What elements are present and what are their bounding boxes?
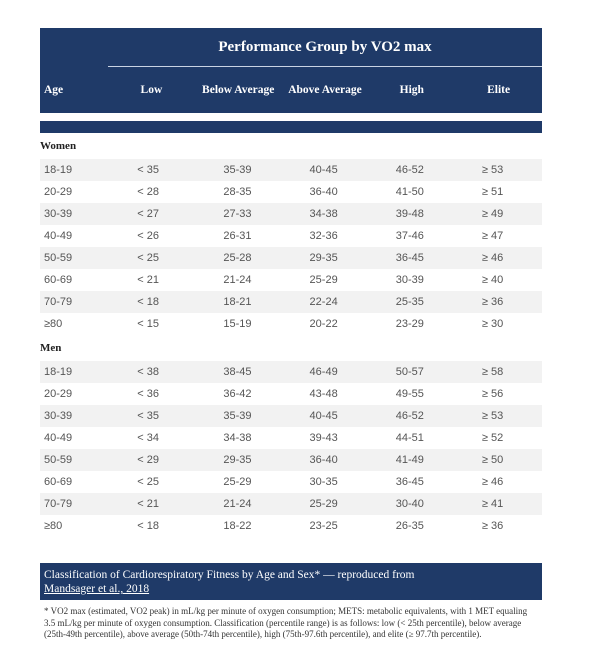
value-cell-high: 39-48 (370, 203, 456, 225)
value-cell-low: < 35 (111, 159, 197, 181)
value-cell-low: < 25 (111, 247, 197, 269)
table-row (40, 471, 542, 493)
value-cell-low: < 38 (111, 361, 197, 383)
value-cell-elite: ≥ 50 (456, 449, 542, 471)
value-cell-high: 41-49 (370, 449, 456, 471)
value-cell-below-average: 29-35 (197, 449, 283, 471)
value-cell-low: < 27 (111, 203, 197, 225)
age-cell: 70-79 (40, 291, 111, 313)
value-cell-high: 25-35 (370, 291, 456, 313)
value-cell-below-average: 34-38 (223, 432, 252, 444)
value-cell-elite: ≥ 49 (456, 203, 542, 225)
value-cell-elite: ≥ 46 (456, 247, 542, 269)
age-cell: 50-59 (40, 449, 111, 471)
value-cell-below-average: 21-24 (223, 274, 252, 286)
age-cell: 70-79 (40, 493, 111, 515)
value-cell-elite: ≥ 41 (456, 493, 542, 515)
table-title: Performance Group by VO2 max (218, 39, 432, 55)
value-cell-low: < 15 (137, 318, 159, 330)
table-row (40, 225, 542, 247)
value-cell-low: < 29 (111, 449, 197, 471)
value-cell-low: < 25 (137, 476, 159, 488)
age-cell: ≥80 (44, 520, 63, 532)
value-cell-above-average: 46-49 (284, 361, 370, 383)
value-cell-below-average: 21-24 (197, 493, 283, 515)
value-cell-below-average: 25-29 (223, 476, 252, 488)
group-row-men (40, 335, 542, 361)
value-cell-high: 44-51 (395, 432, 424, 444)
value-cell-below-average: 18-21 (197, 291, 283, 313)
value-cell-below-average: 38-45 (197, 361, 283, 383)
value-cell-high: 36-45 (395, 476, 424, 488)
table-row (40, 181, 542, 203)
table-row (40, 449, 542, 471)
table-row (40, 361, 542, 383)
age-cell: 18-19 (40, 361, 111, 383)
value-cell-above-average: 25-29 (284, 493, 370, 515)
footnote: * VO2 max (estimated, VO2 peak) in mL/kg per minute of oxygen consumption; METS: metabolic equivalents, with 1 MET equaling 3.5 mL/kg per minute of oxygen consumption. Classification (percentile range) is as follows: low (< 25th percentile), below average (25th-49th percentile), above average (50th-74th percentile), high (75th-97.6th percentile), and elite (≥ 97.7th percentile). (44, 606, 528, 639)
group-label: Women (40, 140, 77, 152)
value-cell-above-average: 32-36 (309, 230, 338, 242)
age-cell: 60-69 (44, 476, 73, 488)
value-cell-low: < 21 (111, 493, 197, 515)
table-row (40, 291, 542, 313)
age-cell: 40-49 (44, 230, 73, 242)
column-header-elite: Elite (487, 83, 511, 96)
age-column-header: Age (44, 83, 64, 96)
table-row (40, 515, 542, 537)
value-cell-elite: ≥ 53 (456, 159, 542, 181)
value-cell-below-average: 25-28 (197, 247, 283, 269)
table-row (40, 313, 542, 335)
value-cell-below-average: 27-33 (197, 203, 283, 225)
value-cell-elite: ≥ 40 (481, 274, 504, 286)
value-cell-below-average: 36-42 (223, 388, 252, 400)
caption-text: Classification of Cardiorespiratory Fitness by Age and Sex* — reproduced from (44, 569, 415, 581)
header-band (40, 121, 542, 133)
value-cell-high: 41-50 (395, 186, 424, 198)
value-cell-low: < 26 (137, 230, 159, 242)
value-cell-low: < 35 (111, 405, 197, 427)
value-cell-above-average: 25-29 (309, 274, 338, 286)
value-cell-high: 23-29 (395, 318, 424, 330)
value-cell-above-average: 23-25 (309, 520, 338, 532)
value-cell-above-average: 34-38 (284, 203, 370, 225)
table-row (40, 493, 542, 515)
value-cell-elite: ≥ 58 (456, 361, 542, 383)
value-cell-above-average: 36-40 (284, 449, 370, 471)
table-row (40, 405, 542, 427)
table-row (40, 247, 542, 269)
column-header-below-average: Below Average (202, 83, 275, 96)
column-header-low: Low (140, 83, 163, 96)
value-cell-elite: ≥ 56 (481, 388, 504, 400)
value-cell-above-average: 39-43 (309, 432, 338, 444)
age-cell: 60-69 (44, 274, 73, 286)
value-cell-low: < 34 (137, 432, 159, 444)
value-cell-elite: ≥ 51 (481, 186, 504, 198)
value-cell-low: < 36 (137, 388, 159, 400)
value-cell-high: 26-35 (395, 520, 424, 532)
value-cell-elite: ≥ 46 (481, 476, 504, 488)
table-row (40, 203, 542, 225)
age-cell: 30-39 (40, 203, 111, 225)
table-row (40, 383, 542, 405)
table-row (40, 269, 542, 291)
value-cell-high: 50-57 (370, 361, 456, 383)
age-cell: 20-29 (44, 186, 73, 198)
value-cell-low: < 18 (111, 291, 197, 313)
age-cell: 20-29 (44, 388, 73, 400)
value-cell-high: 37-46 (395, 230, 424, 242)
table-caption (40, 563, 542, 600)
value-cell-elite: ≥ 36 (456, 291, 542, 313)
value-cell-elite: ≥ 52 (481, 432, 504, 444)
table-header (40, 28, 542, 113)
value-cell-high: 30-40 (370, 493, 456, 515)
vo2-table-figure (40, 28, 542, 641)
value-cell-above-average: 40-45 (284, 159, 370, 181)
value-cell-below-average: 18-22 (223, 520, 252, 532)
column-header-row (40, 67, 542, 113)
value-cell-elite: ≥ 53 (456, 405, 542, 427)
value-cell-below-average: 28-35 (223, 186, 252, 198)
value-cell-above-average: 40-45 (284, 405, 370, 427)
value-cell-above-average: 30-35 (309, 476, 338, 488)
value-cell-above-average: 22-24 (284, 291, 370, 313)
value-cell-low: < 21 (137, 274, 159, 286)
value-cell-above-average: 29-35 (284, 247, 370, 269)
value-cell-elite: ≥ 36 (481, 520, 504, 532)
column-header-high: High (399, 83, 424, 96)
value-cell-above-average: 36-40 (309, 186, 338, 198)
citation-link[interactable]: Mandsager et al., 2018 (44, 583, 150, 595)
value-cell-below-average: 15-19 (223, 318, 252, 330)
value-cell-elite: ≥ 47 (481, 230, 504, 242)
value-cell-high: 36-45 (370, 247, 456, 269)
value-cell-below-average: 35-39 (197, 405, 283, 427)
vo2-data-table (40, 133, 542, 537)
value-cell-high: 46-52 (370, 159, 456, 181)
value-cell-high: 49-55 (395, 388, 424, 400)
value-cell-low: < 18 (137, 520, 159, 532)
table-row (40, 159, 542, 181)
age-cell: ≥80 (44, 318, 63, 330)
age-cell: 40-49 (44, 432, 73, 444)
value-cell-below-average: 26-31 (223, 230, 252, 242)
column-header-above-average: Above Average (288, 83, 362, 96)
value-cell-elite: ≥ 30 (481, 318, 504, 330)
value-cell-above-average: 20-22 (309, 318, 338, 330)
value-cell-low: < 28 (137, 186, 159, 198)
value-cell-above-average: 43-48 (309, 388, 338, 400)
group-row-women (40, 133, 542, 159)
age-cell: 50-59 (40, 247, 111, 269)
value-cell-below-average: 35-39 (197, 159, 283, 181)
value-cell-high: 46-52 (370, 405, 456, 427)
age-cell: 30-39 (40, 405, 111, 427)
age-cell: 18-19 (40, 159, 111, 181)
table-row (40, 427, 542, 449)
value-cell-high: 30-39 (395, 274, 424, 286)
group-label: Men (40, 342, 62, 354)
